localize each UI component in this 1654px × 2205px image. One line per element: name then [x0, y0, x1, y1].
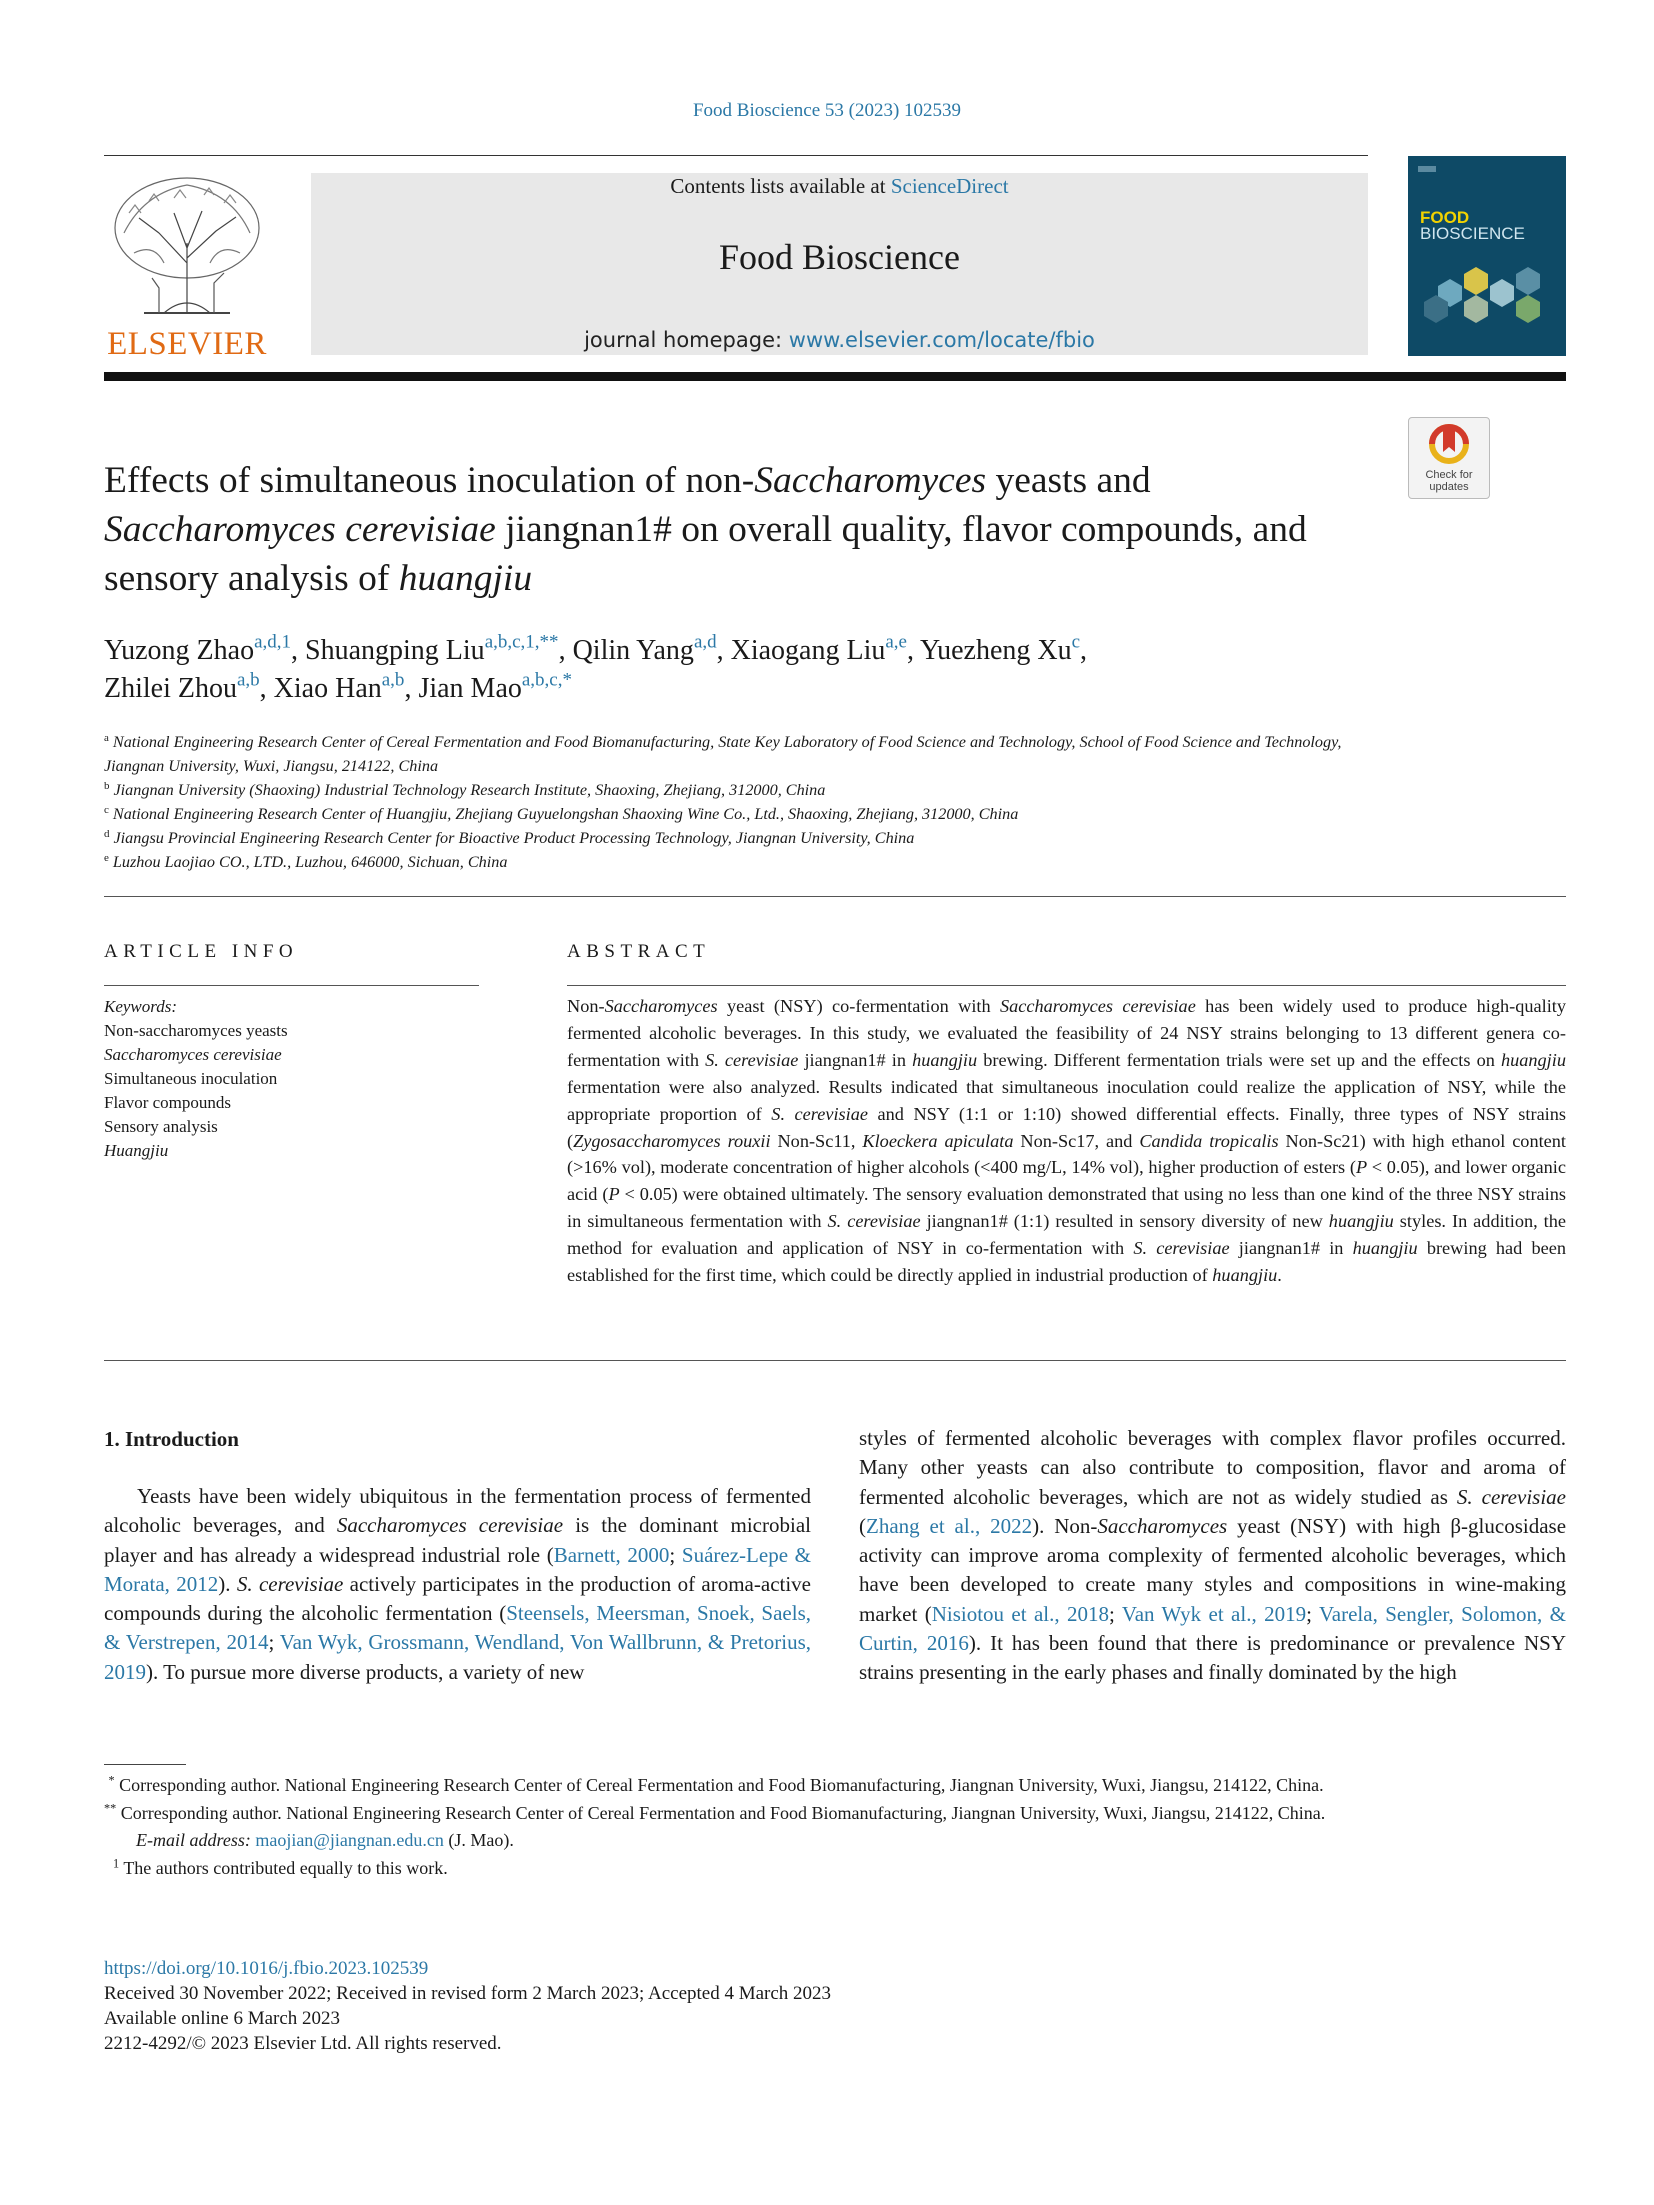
abstract-run: S. cerevisiae [827, 1211, 921, 1232]
check-updates-label: Check for updates [1425, 469, 1473, 493]
author-separator: , [907, 635, 920, 666]
author-affiliation-marks[interactable]: a,b [381, 669, 405, 691]
author-name[interactable]: Jian Mao [418, 673, 522, 704]
email-label: E-mail address: [136, 1830, 251, 1850]
abstract-run: Kloeckera apiculata [862, 1130, 1014, 1151]
abstract-run: Zygosaccharomyces rouxii [573, 1130, 771, 1151]
received-dates: Received 30 November 2022; Received in revised form 2 March 2023; Accepted 4 March 2023 [104, 1983, 832, 2004]
body-run: styles of fermented alcoholic beverages with complex flavor profiles occurred. Many other yeasts can also contribute to composition, flavor and aroma of fermented alcoholic beverages, which are not as widely studied as [859, 1426, 1566, 1509]
body-run: Yeasts have been widely ubiquitous in the fermentation process of fermented alcoholic beverages, and [104, 1484, 811, 1538]
abstract-run: Non- [567, 996, 605, 1016]
journal-homepage-line [311, 328, 1368, 352]
affiliation-item [104, 778, 1374, 802]
check-for-updates-badge[interactable] [1408, 417, 1490, 499]
available-online-date: Available online 6 March 2023 [104, 2008, 341, 2029]
keyword-item: Saccharomyces cerevisiae [104, 1045, 282, 1064]
author-separator: , [259, 673, 274, 704]
footnotes [104, 1772, 1566, 1882]
author-separator: , [291, 635, 306, 666]
affiliation-list [104, 730, 1374, 874]
author-affiliation-marks[interactable]: a,e [885, 631, 907, 653]
abstract-run: brewing had been established for the first time, which could be directly applied in industrial production of [567, 1238, 1566, 1286]
cover-hexagon-graphic [1408, 156, 1566, 356]
crossmark-icon [1409, 422, 1489, 468]
author-affiliation-marks[interactable]: a,b,c,1,** [484, 631, 559, 653]
abstract-run: yeast (NSY) co-fermentation with [717, 996, 1000, 1016]
contents-available-line [311, 173, 1368, 199]
body-run: ( [859, 1513, 866, 1538]
homepage-link[interactable]: www.elsevier.com/locate/fbio [788, 328, 1095, 352]
header-thick-rule [104, 372, 1566, 381]
title-text: jiangnan1# on overall quality, flavor compounds, and sensory analysis of [104, 509, 1307, 599]
header-top-rule [104, 155, 1368, 156]
keyword-item: Simultaneous inoculation [104, 1069, 278, 1088]
abstract-run: huangjiu [1500, 1049, 1566, 1070]
introduction-heading: 1. Introduction [104, 1427, 239, 1451]
author-separator: , [558, 635, 573, 666]
author-separator: , [404, 673, 419, 704]
title-text: yeasts and [986, 460, 1151, 501]
footnote-mark: 1 [113, 1855, 120, 1870]
footnote-text: Corresponding author. National Engineering Research Center of Cereal Fermentation and Food Biomanufacturing, Jiangnan University, Wuxi, Jiangsu, 214122, China. [119, 1775, 1324, 1795]
affiliation-key: c [104, 803, 109, 816]
body-run: S. cerevisiae [236, 1571, 344, 1596]
homepage-label: journal homepage: [584, 328, 783, 352]
email-link[interactable]: maojian@jiangnan.edu.cn [255, 1830, 444, 1850]
abstract-run: Non-Sc17, and [1013, 1130, 1140, 1151]
citation-link[interactable]: Zhang et al., 2022 [866, 1513, 1033, 1538]
email-suffix: (J. Mao). [448, 1830, 514, 1850]
citation-link[interactable]: Van Wyk et al., 2019 [1121, 1601, 1307, 1626]
body-run: S. cerevisiae [1456, 1484, 1566, 1509]
footnote-mark: ** [104, 1800, 117, 1815]
publisher-name: ELSEVIER [107, 326, 267, 362]
abstract-run: huangjiu [1212, 1265, 1278, 1286]
abstract-run: < 0.05), and lower organic acid ( [567, 1157, 1567, 1205]
body-run: Saccharomyces [1097, 1513, 1228, 1538]
affiliation-item [104, 802, 1374, 826]
footnote-corresponding-1 [104, 1772, 1566, 1800]
title-text: Effects of simultaneous inoculation of non- [104, 460, 755, 501]
body-run: ). To pursue more diverse products, a variety of new [146, 1659, 585, 1684]
abstract-run: S. cerevisiae [1133, 1238, 1230, 1259]
abstract-run: jiangnan1# in [1229, 1238, 1353, 1259]
abstract-run: Candida tropicalis [1139, 1130, 1279, 1151]
journal-name: Food Bioscience [719, 237, 960, 277]
title-text: huangjiu [398, 558, 533, 599]
author-affiliation-marks[interactable]: a,d,1 [254, 631, 292, 653]
article-info-rule [104, 985, 479, 986]
journal-header [311, 173, 1368, 355]
elsevier-tree-icon [104, 173, 270, 323]
keyword-item: Huangjiu [104, 1141, 169, 1160]
footnote-text: Corresponding author. National Engineering Research Center of Cereal Fermentation and Food Biomanufacturing, Jiangnan University, Wuxi, Jiangsu, 214122, China. [120, 1802, 1326, 1823]
affiliation-item [104, 826, 1374, 850]
author-separator: , [1080, 635, 1088, 666]
affiliation-text: Jiangnan University (Shaoxing) Industrial Technology Research Institute, Shaoxing, Zhejiang, 312000, China [113, 781, 826, 799]
footnote-equal-contribution [104, 1855, 1566, 1883]
author-name[interactable]: Zhilei Zhou [104, 673, 237, 704]
body-run: ; [1109, 1601, 1122, 1626]
article-title [104, 456, 1384, 603]
body-run: ; [268, 1630, 280, 1655]
abstract-run: P [608, 1184, 620, 1205]
abstract-heading: ABSTRACT [567, 941, 711, 962]
publication-info [104, 1956, 1104, 2056]
abstract-run: huangjiu [912, 1049, 978, 1070]
abstract-run: S. cerevisiae [771, 1103, 868, 1124]
abstract-run: Non-Sc11, [770, 1130, 863, 1151]
journal-citation[interactable]: Food Bioscience 53 (2023) 102539 [692, 100, 962, 121]
article-info-heading: ARTICLE INFO [104, 941, 299, 962]
abstract-run: fermentation were also analyzed. Results indicated that simultaneous inoculation could realize the application of NSY, while the appropriate proportion of [567, 1076, 1566, 1124]
abstract-run: P [1355, 1157, 1368, 1178]
doi-link[interactable]: https://doi.org/10.1016/j.fbio.2023.102539 [104, 1958, 429, 1979]
body-run: ). [218, 1571, 237, 1596]
abstract-run: < 0.05) were obtained ultimately. The sensory evaluation demonstrated that using no less than one kind of the three NSY strains in simultaneous fermentation with [567, 1184, 1567, 1232]
author-name[interactable]: Xiaogang Liu [730, 635, 886, 666]
citation-link[interactable]: Nisiotou et al., 2018 [931, 1601, 1110, 1626]
affiliation-text: National Engineering Research Center of Cereal Fermentation and Food Biomanufacturing, State Key Laboratory of Food Science and Technology, School of Food Science and Technology, Jiangnan University, Wuxi, Jiangsu, 214122, China [104, 733, 1342, 775]
citation-link[interactable]: Suárez-Lepe & Morata, 2012 [104, 1542, 812, 1596]
author-affiliation-marks[interactable]: c [1071, 631, 1081, 653]
author-name[interactable]: Yuezheng Xu [919, 635, 1072, 666]
abstract-run: S. cerevisiae [705, 1049, 799, 1070]
author-separator: , [716, 635, 731, 666]
abstract-run: Saccharomyces [604, 996, 718, 1016]
abstract-run: and NSY (1:1 or 1:10) showed differential effects. Finally, three types of NSY strains ( [567, 1103, 1567, 1151]
cover-title-bioscience: BIOSCIENCE [1420, 224, 1525, 243]
body-run: ; [669, 1542, 682, 1567]
author-affiliation-marks[interactable]: a,b [236, 669, 260, 691]
introduction-paragraph-right [859, 1424, 1566, 1688]
body-run: ). It has been found that there is predominance or prevalence NSY strains presenting in the early phases and finally dominated by the high [859, 1631, 1567, 1685]
affiliation-item [104, 850, 1374, 874]
body-run: ). Non- [1032, 1513, 1098, 1538]
author-list [104, 632, 1384, 708]
introduction-paragraph-left [104, 1482, 811, 1687]
body-run: yeast (NSY) with high β-glucosidase activity can improve aroma complexity of fermented alcoholic beverages, which have been developed to create many styles and compositions in wine-making market ( [859, 1513, 1567, 1626]
affiliation-key: a [104, 731, 109, 744]
citation-link[interactable]: Steensels, Meersman, Snoek, Saels, & Verstrepen, 2014 [104, 1601, 812, 1655]
author-affiliation-marks[interactable]: a,b,c,* [521, 669, 572, 691]
body-run: Saccharomyces cerevisiae [336, 1513, 564, 1538]
journal-cover-thumbnail[interactable] [1408, 156, 1566, 356]
keyword-item: Flavor compounds [104, 1093, 232, 1112]
copyright-notice: 2212-4292/© 2023 Elsevier Ltd. All rights reserved. [104, 2033, 502, 2054]
affiliation-key: e [104, 851, 109, 864]
abstract-run: jiangnan1# (1:1) resulted in sensory diversity of new [920, 1211, 1329, 1232]
abstract-run: huangjiu [1328, 1211, 1394, 1232]
keyword-item: Sensory analysis [104, 1117, 218, 1136]
footnote-email [104, 1827, 1566, 1855]
abstract-run: jiangnan1# in [798, 1049, 913, 1070]
abstract-run: has been widely used to produce high-quality fermented alcoholic beverages. In this study, we evaluated the feasibility of 24 NSY strains belonging to 13 different genera co-fermentation with [567, 996, 1566, 1070]
abstract-run: styles. In addition, the method for evaluation and application of NSY in co-fermentation with [567, 1211, 1566, 1259]
footnote-rule [104, 1764, 186, 1765]
abstract-rule [567, 985, 1566, 986]
author-name[interactable]: Xiao Han [273, 673, 382, 704]
abstract-run: huangjiu [1352, 1238, 1418, 1259]
body-run: actively participates in the production of aroma-active compounds during the alcoholic fermentation ( [104, 1571, 811, 1626]
sciencedirect-link[interactable]: ScienceDirect [890, 174, 1009, 198]
title-text: Saccharomyces cerevisiae [104, 509, 496, 550]
footnote-corresponding-2 [104, 1800, 1566, 1828]
author-name[interactable]: Shuangping Liu [305, 635, 485, 666]
abstract-run: . [1277, 1265, 1282, 1286]
affiliation-key: d [104, 827, 110, 840]
footnote-mark: * [108, 1773, 115, 1788]
abstract-run: Saccharomyces cerevisiae [1000, 996, 1196, 1016]
contents-prefix: Contents lists available at [670, 174, 886, 198]
affiliation-item [104, 730, 1374, 778]
citation-link[interactable]: Barnett, 2000 [553, 1542, 670, 1567]
cover-title-food: FOOD [1420, 208, 1470, 227]
keywords-label: Keywords: [104, 997, 178, 1016]
title-text: Saccharomyces [754, 460, 987, 501]
author-name[interactable]: Yuzong Zhao [104, 635, 255, 666]
abstract-run: brewing. Different fermentation trials were set up and the effects on [977, 1049, 1501, 1070]
abstract-text [567, 993, 1566, 1289]
citation-link[interactable]: Varela, Sengler, Solomon, & Curtin, 2016 [859, 1601, 1566, 1656]
affiliation-text: National Engineering Research Center of Huangjiu, Zhejiang Guyuelongshan Shaoxing Wine Co., Ltd., Shaoxing, Zhejiang, 312000, China [112, 805, 1019, 823]
citation-link[interactable]: Van Wyk, Grossmann, Wendland, Von Wallbrunn, & Pretorius, 2019 [104, 1630, 811, 1684]
body-run: is the dominant microbial player and has already a widespread industrial role ( [104, 1513, 811, 1567]
elsevier-logo[interactable] [104, 173, 270, 363]
section-rule [104, 896, 1566, 897]
keyword-item: Non-saccharomyces yeasts [104, 1021, 288, 1040]
keywords-block [104, 995, 474, 1163]
footnote-text: The authors contributed equally to this work. [123, 1857, 448, 1878]
author-affiliation-marks[interactable]: a,d [693, 631, 717, 653]
abstract-run: Non-Sc21) with high ethanol content (>16% vol), moderate concentration of higher alcohols (<400 mg/L, 14% vol), higher production of esters ( [567, 1130, 1567, 1178]
section-rule [104, 1360, 1566, 1361]
author-name[interactable]: Qilin Yang [572, 635, 694, 666]
affiliation-text: Luzhou Laojiao CO., LTD., Luzhou, 646000, Sichuan, China [112, 853, 508, 871]
affiliation-text: Jiangsu Provincial Engineering Research Center for Bioactive Product Processing Technology, Jiangnan University, China [113, 829, 915, 847]
body-run: ; [1306, 1601, 1319, 1626]
affiliation-key: b [104, 779, 110, 792]
